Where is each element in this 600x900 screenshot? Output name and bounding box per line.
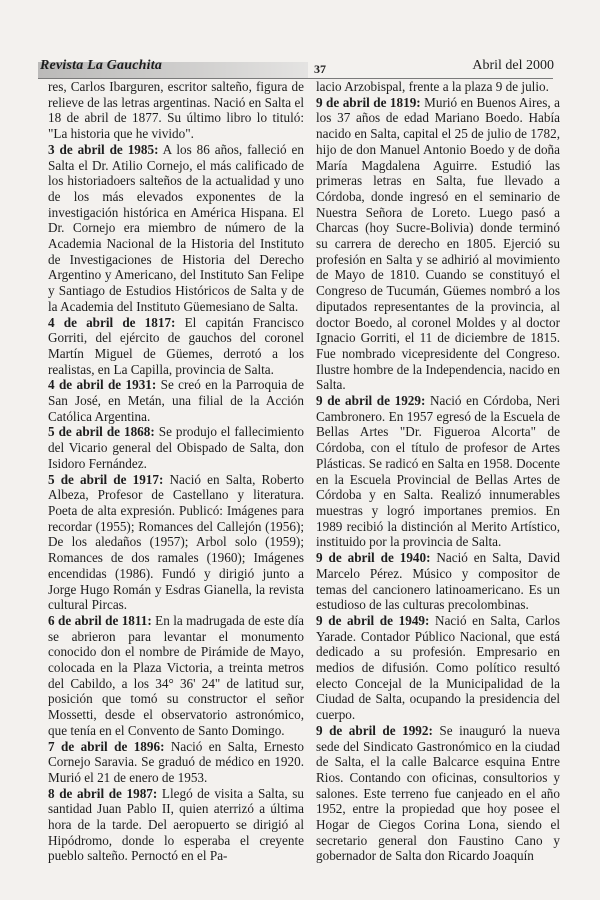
entry-paragraph bbox=[316, 723, 560, 864]
entry-paragraph bbox=[316, 550, 560, 613]
entry-paragraph bbox=[48, 377, 304, 424]
entry-date: 5 de abril de 1868: bbox=[48, 424, 155, 440]
entry-text: El capitán Francisco Gorriti, del ejército de gauchos del coronel Martín Miguel de Güemes, derrotó a los realistas, en La Capilla, provincia de Salta. bbox=[48, 314, 304, 377]
entry-paragraph bbox=[48, 472, 304, 613]
page-header bbox=[38, 58, 570, 80]
entry-text: Nació en Salta, Carlos Yarade. Contador Público Nacional, que está dedicado a su profesión. Empresario en medios de difusión. Como político resultó electo Concejal de la Municipalidad de la Ciudad de Salta, ocupando la presidencia del cuerpo. bbox=[316, 612, 560, 723]
entry-paragraph bbox=[316, 95, 560, 393]
entry-paragraph bbox=[48, 424, 304, 471]
entry-date: 8 de abril de 1987: bbox=[48, 785, 158, 801]
entry-date: 4 de abril de 1931: bbox=[48, 377, 157, 393]
entry-text: A los 86 años, falleció en Salta el Dr. Atilio Cornejo, el más calificado de los historiadoers salteños de la actualidad y uno de los más elevados exponentes de la investigación histórica en América Hispana. El Dr. Cornejo era miembro de número de la Academia Nacional de la Historia del Instituto de Investigaciones de Historia del Derecho Argentino y Americano, del Instituto San Felipe y Santiago de Estudios Históricos de Salta y de la Academia del Instituto Güemesiano de Salta. bbox=[48, 141, 304, 314]
entry-text: Se creó en la Parroquia de San José, en Metán, una filial de la Acción Católica Argentina. bbox=[48, 377, 304, 424]
entry-date: 4 de abril de 1817: bbox=[48, 314, 176, 330]
entry-text: Se inauguró la nueva sede del Sindicato Gastronómico en la ciudad de Salta, el la calle Balcarce esquina Entre Rios. Contando con oficinas, consultorios y salones. Este terreno fue canjeado en el año 1952, entre la propiedad que hoy posee el Hogar de Ciegos Corina Lona, siendo el secretario general don Faustino Cano y gobernador de Salta don Ricardo Joaquín bbox=[316, 722, 560, 864]
entry-paragraph bbox=[48, 315, 304, 378]
entry-paragraph bbox=[316, 613, 560, 723]
entry-paragraph bbox=[316, 79, 560, 95]
entry-text: Murió en Buenos Aires, a los 37 años de edad Mariano Boedo. Había nacido en Salta, capital el 25 de julio de 1782, hijo de don Manuel Antonio Boedo y de doña María Magdalena Aguirre. Estudió las primeras letras en Salta, fue llevado a Córdoba, donde ingresó en el seminario de Nuestra Señora de Loreto. Luego pasó a Charcas (hoy Sucre-Bolivia) donde terminó su carrera de derecho en 1805. Ejerció su profesión en Salta y se adhirió al movimiento de Mayo de 1810. Cuando se constituyó el Congreso de Tucumán, Güemes nombró a los diputados representantes de la provincia, al doctor Boedo, al coronel Moldes y al doctor Ignacio Gorriti, el 11 de diciembre de 1815. Fue nombrado vicepresidente del Congreso. Ilustre hombre de la Independencia, nacido en Salta. bbox=[316, 94, 560, 393]
entry-text: Nació en Salta, Ernesto Cornejo Saravia. Se graduó de médico en 1920. Murió el 21 de enero de 1953. bbox=[48, 738, 304, 785]
entry-text: Nació en Salta, Roberto Albeza, Profesor de Castellano y literatura. Poeta de alta expresión. Publicó: Imágenes para recordar (1955); Romances del Callejón (1956); De los aledaños (1957); Arbol solo (1959); Romances de dos ramales (1960); Imágenes encendidas (1986). Fundó y dirigió junto a Jorge Hugo Román y Esdras Gianella, la revista cultural Pircas. bbox=[48, 471, 304, 613]
entry-date: 7 de abril de 1896: bbox=[48, 738, 165, 754]
entry-paragraph bbox=[48, 739, 304, 786]
entry-date: 3 de abril de 1985: bbox=[48, 141, 159, 157]
entry-text: Se produjo el fallecimiento del Vicario general del Obispado de Salta, don Isidoro Fernández. bbox=[48, 424, 304, 471]
entry-paragraph bbox=[316, 393, 560, 550]
entry-date: 9 de abril de 1992: bbox=[316, 722, 433, 738]
entry-paragraph bbox=[48, 786, 304, 865]
right-column bbox=[316, 79, 560, 864]
entry-text: res, Carlos Ibarguren, escritor salteño, figura de relieve de las letras argentinas. Nació en Salta el 18 de abril de 1877. Su último libro lo tituló: "La historia que he vivido". bbox=[48, 79, 304, 142]
left-column bbox=[48, 79, 304, 864]
page-number: 37 bbox=[314, 62, 326, 76]
entry-text: En la madrugada de este día se abrieron para levantar el monumento conocido don el nombre de Pirámide de Mayo, colocada en la Plaza Victoria, a treinta metros del Cabildo, a los 34° 36' 24" de latitud sur, posición que tomó su constructor el señor Mossetti, desde el observatorio astronómico, que tenía en el Convento de Santo Domingo. bbox=[48, 612, 304, 738]
entry-date: 9 de abril de 1929: bbox=[316, 393, 426, 409]
entry-text: Nació en Salta, David Marcelo Pérez. Músico y compositor de temas del cancionero latinoamericano. Es un estudioso de las culturas precolombinas. bbox=[316, 550, 560, 613]
entry-date: 9 de abril de 1949: bbox=[316, 612, 430, 628]
entry-paragraph bbox=[48, 613, 304, 739]
entry-text: Llegó de visita a Salta, su santidad Juan Pablo II, quien aterrizó a última hora de la tarde. Del aeropuerto se dirigió al Hipódromo, donde lo esperaba el creyente pueblo salteño. Pernoctó en el Pa- bbox=[48, 785, 304, 864]
issue-date: Abril del 2000 bbox=[472, 58, 554, 73]
entry-paragraph bbox=[48, 142, 304, 315]
entry-paragraph bbox=[48, 79, 304, 142]
entry-text: Nació en Córdoba, Neri Cambronero. En 1957 egresó de la Escuela de Bellas Artes "Dr. Figueroa Alcorta" de Córdoba, con el título de profesor de Artes Plásticas. Se radicó en Salta en 1958. Docente en la Escuela Provincial de Bellas Artes de Córdoba y en Salta. Realizó innumerables muestras y logró importanes premios. En 1989 recibió la distinción al Merito Artístico, instituido por la provincia de Salta. bbox=[316, 393, 560, 550]
masthead-title: Revista La Gauchita bbox=[40, 58, 163, 73]
entry-date: 5 de abril de 1917: bbox=[48, 471, 164, 487]
entry-date: 9 de abril de 1819: bbox=[316, 94, 421, 110]
entry-date: 6 de abril de 1811: bbox=[48, 612, 152, 628]
entry-text: lacio Arzobispal, frente a la plaza 9 de julio. bbox=[316, 79, 549, 94]
entry-date: 9 de abril de 1940: bbox=[316, 550, 431, 566]
